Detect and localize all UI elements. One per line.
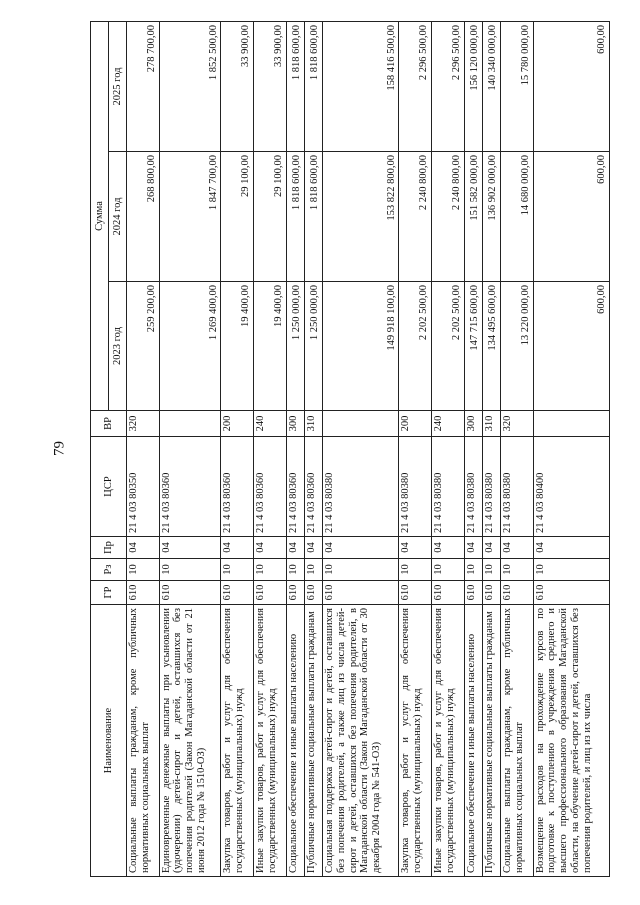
row-vr <box>323 411 399 437</box>
table-row <box>254 21 287 876</box>
row-vr: 300 <box>286 411 304 437</box>
row-2023: 2 202 500,00 <box>431 282 464 411</box>
row-pr: 04 <box>254 537 287 559</box>
row-vr: 310 <box>482 411 500 437</box>
row-name: Публичные нормативные социальные выплаты гражданам <box>304 605 322 877</box>
row-name: Социальное обеспечение и иные выплаты населению <box>286 605 304 877</box>
table-row <box>431 21 464 876</box>
row-vr: 320 <box>501 411 534 437</box>
row-rz: 10 <box>159 559 221 581</box>
row-2024: 153 822 800,00 <box>323 152 399 282</box>
row-csr: 21 4 03 80380 <box>464 437 482 537</box>
row-rz: 10 <box>286 559 304 581</box>
row-rz: 10 <box>533 559 609 581</box>
row-csr: 21 4 03 80380 <box>482 437 500 537</box>
row-vr: 310 <box>304 411 322 437</box>
row-pr: 04 <box>482 537 500 559</box>
row-rz: 10 <box>501 559 534 581</box>
row-2025: 33 900,00 <box>221 21 254 151</box>
row-2023: 134 495 600,00 <box>482 282 500 411</box>
row-2024: 600,00 <box>533 152 609 282</box>
header-2025: 2025 год <box>109 21 127 151</box>
row-2024: 151 582 000,00 <box>464 152 482 282</box>
row-2025: 33 900,00 <box>254 21 287 151</box>
row-2023: 19 400,00 <box>254 282 287 411</box>
row-2025: 140 340 000,00 <box>482 21 500 151</box>
row-2025: 2 296 500,00 <box>399 21 432 151</box>
table-row <box>221 21 254 876</box>
header-pr: Пр <box>91 537 127 559</box>
row-2023: 147 715 600,00 <box>464 282 482 411</box>
row-2024: 2 240 800,00 <box>399 152 432 282</box>
row-name: Единовременные денежные выплаты при усыновлении (удочерении) детей-сирот и детей, оставшихся без попечения родителей (Закон Магаданской области от 21 июня 2012 года № 1510-ОЗ) <box>159 605 221 877</box>
row-csr: 21 4 03 80360 <box>286 437 304 537</box>
row-rz: 10 <box>221 559 254 581</box>
row-gr: 610 <box>533 581 609 605</box>
row-2025: 156 120 000,00 <box>464 21 482 151</box>
row-csr: 21 4 03 80360 <box>254 437 287 537</box>
row-gr: 610 <box>323 581 399 605</box>
row-vr <box>159 411 221 437</box>
row-2025: 1 852 500,00 <box>159 21 221 151</box>
table-row <box>482 21 500 876</box>
row-name: Иные закупки товаров, работ и услуг для обеспечения государственных (муниципальных) нужд <box>254 605 287 877</box>
row-vr: 320 <box>127 411 160 437</box>
row-name: Социальные выплаты гражданам, кроме публичных нормативных социальных выплат <box>501 605 534 877</box>
row-pr: 04 <box>399 537 432 559</box>
row-2025: 600,00 <box>533 21 609 151</box>
row-name: Социальная поддержка детей-сирот и детей, оставшихся без попечения родителей, а также лиц из числа детей-сирот и детей, оставшихся без попечения родителей, в Магаданской области (Закон Магаданской области от 30 декабря 2004 года № 541-ОЗ) <box>323 605 399 877</box>
row-2024: 1 847 700,00 <box>159 152 221 282</box>
header-rz: Рз <box>91 559 127 581</box>
row-2025: 1 818 600,00 <box>286 21 304 151</box>
row-pr: 04 <box>159 537 221 559</box>
row-csr: 21 4 03 80360 <box>221 437 254 537</box>
header-sum: Сумма <box>91 21 109 410</box>
row-vr: 240 <box>431 411 464 437</box>
row-pr: 04 <box>533 537 609 559</box>
row-2023: 1 250 000,00 <box>304 282 322 411</box>
row-csr: 21 4 03 80360 <box>304 437 322 537</box>
row-csr: 21 4 03 80380 <box>501 437 534 537</box>
row-csr: 21 4 03 80350 <box>127 437 160 537</box>
header-gr: ГР <box>91 581 127 605</box>
row-name: Возмещение расходов на прохождение курсов по подготовке к поступлению в учреждения среднего и высшего профессионального образования Магаданской области, на обучение детей-сирот и детей, оставшихся без попечения родителей, и лиц из их числа <box>533 605 609 877</box>
row-name: Закупка товаров, работ и услуг для обеспечения государственных (муниципальных) нужд <box>221 605 254 877</box>
row-name: Социальное обеспечение и иные выплаты населению <box>464 605 482 877</box>
row-rz: 10 <box>431 559 464 581</box>
row-2025: 15 780 000,00 <box>501 21 534 151</box>
table-header <box>91 21 127 876</box>
header-2024: 2024 год <box>109 152 127 282</box>
row-2025: 1 818 600,00 <box>304 21 322 151</box>
row-pr: 04 <box>127 537 160 559</box>
table-row <box>533 21 609 876</box>
row-2024: 29 100,00 <box>221 152 254 282</box>
row-csr: 21 4 03 80400 <box>533 437 609 537</box>
row-2024: 136 902 000,00 <box>482 152 500 282</box>
row-csr: 21 4 03 80360 <box>159 437 221 537</box>
row-name: Социальные выплаты гражданам, кроме публичных нормативных социальных выплат <box>127 605 160 877</box>
row-gr: 610 <box>127 581 160 605</box>
row-vr: 240 <box>254 411 287 437</box>
row-2024: 1 818 600,00 <box>286 152 304 282</box>
row-2025: 2 296 500,00 <box>431 21 464 151</box>
row-csr: 21 4 03 80380 <box>399 437 432 537</box>
row-rz: 10 <box>482 559 500 581</box>
table-row <box>127 21 160 876</box>
row-pr: 04 <box>501 537 534 559</box>
row-2023: 1 250 000,00 <box>286 282 304 411</box>
row-gr: 610 <box>221 581 254 605</box>
row-name: Иные закупки товаров, работ и услуг для обеспечения государственных (муниципальных) нужд <box>431 605 464 877</box>
row-gr: 610 <box>159 581 221 605</box>
row-pr: 04 <box>286 537 304 559</box>
row-rz: 10 <box>304 559 322 581</box>
row-vr: 300 <box>464 411 482 437</box>
row-vr <box>533 411 609 437</box>
row-gr: 610 <box>399 581 432 605</box>
table-row <box>323 21 399 876</box>
row-vr: 200 <box>399 411 432 437</box>
row-2023: 600,00 <box>533 282 609 411</box>
header-csr: ЦСР <box>91 437 127 537</box>
row-2023: 149 918 100,00 <box>323 282 399 411</box>
row-2024: 2 240 800,00 <box>431 152 464 282</box>
row-2023: 259 200,00 <box>127 282 160 411</box>
header-vr: ВР <box>91 411 127 437</box>
row-2025: 278 700,00 <box>127 21 160 151</box>
row-csr: 21 4 03 80380 <box>431 437 464 537</box>
row-vr: 200 <box>221 411 254 437</box>
row-pr: 04 <box>431 537 464 559</box>
row-gr: 610 <box>304 581 322 605</box>
header-2023: 2023 год <box>109 282 127 411</box>
row-pr: 04 <box>221 537 254 559</box>
page-number: 79 <box>51 441 68 456</box>
row-2023: 19 400,00 <box>221 282 254 411</box>
budget-table-rotated <box>90 22 610 877</box>
table-row <box>464 21 482 876</box>
budget-table <box>90 21 610 877</box>
table-row <box>286 21 304 876</box>
row-rz: 10 <box>323 559 399 581</box>
row-2024: 1 818 600,00 <box>304 152 322 282</box>
row-gr: 610 <box>482 581 500 605</box>
row-gr: 610 <box>286 581 304 605</box>
row-pr: 04 <box>464 537 482 559</box>
row-2024: 14 680 000,00 <box>501 152 534 282</box>
row-gr: 610 <box>464 581 482 605</box>
row-rz: 10 <box>127 559 160 581</box>
row-2023: 2 202 500,00 <box>399 282 432 411</box>
row-gr: 610 <box>501 581 534 605</box>
table-row <box>304 21 322 876</box>
row-2023: 13 220 000,00 <box>501 282 534 411</box>
table-row <box>159 21 221 876</box>
row-csr: 21 4 03 80380 <box>323 437 399 537</box>
table-row <box>501 21 534 876</box>
table-row <box>399 21 432 876</box>
row-rz: 10 <box>399 559 432 581</box>
row-gr: 610 <box>254 581 287 605</box>
row-rz: 10 <box>464 559 482 581</box>
row-rz: 10 <box>254 559 287 581</box>
row-gr: 610 <box>431 581 464 605</box>
row-pr: 04 <box>304 537 322 559</box>
row-name: Публичные нормативные социальные выплаты гражданам <box>482 605 500 877</box>
row-2023: 1 269 400,00 <box>159 282 221 411</box>
row-2024: 268 800,00 <box>127 152 160 282</box>
header-name: Наименование <box>91 605 127 877</box>
row-pr: 04 <box>323 537 399 559</box>
row-2025: 158 416 500,00 <box>323 21 399 151</box>
row-name: Закупка товаров, работ и услуг для обеспечения государственных (муниципальных) нужд <box>399 605 432 877</box>
row-2024: 29 100,00 <box>254 152 287 282</box>
table-body <box>127 21 610 876</box>
